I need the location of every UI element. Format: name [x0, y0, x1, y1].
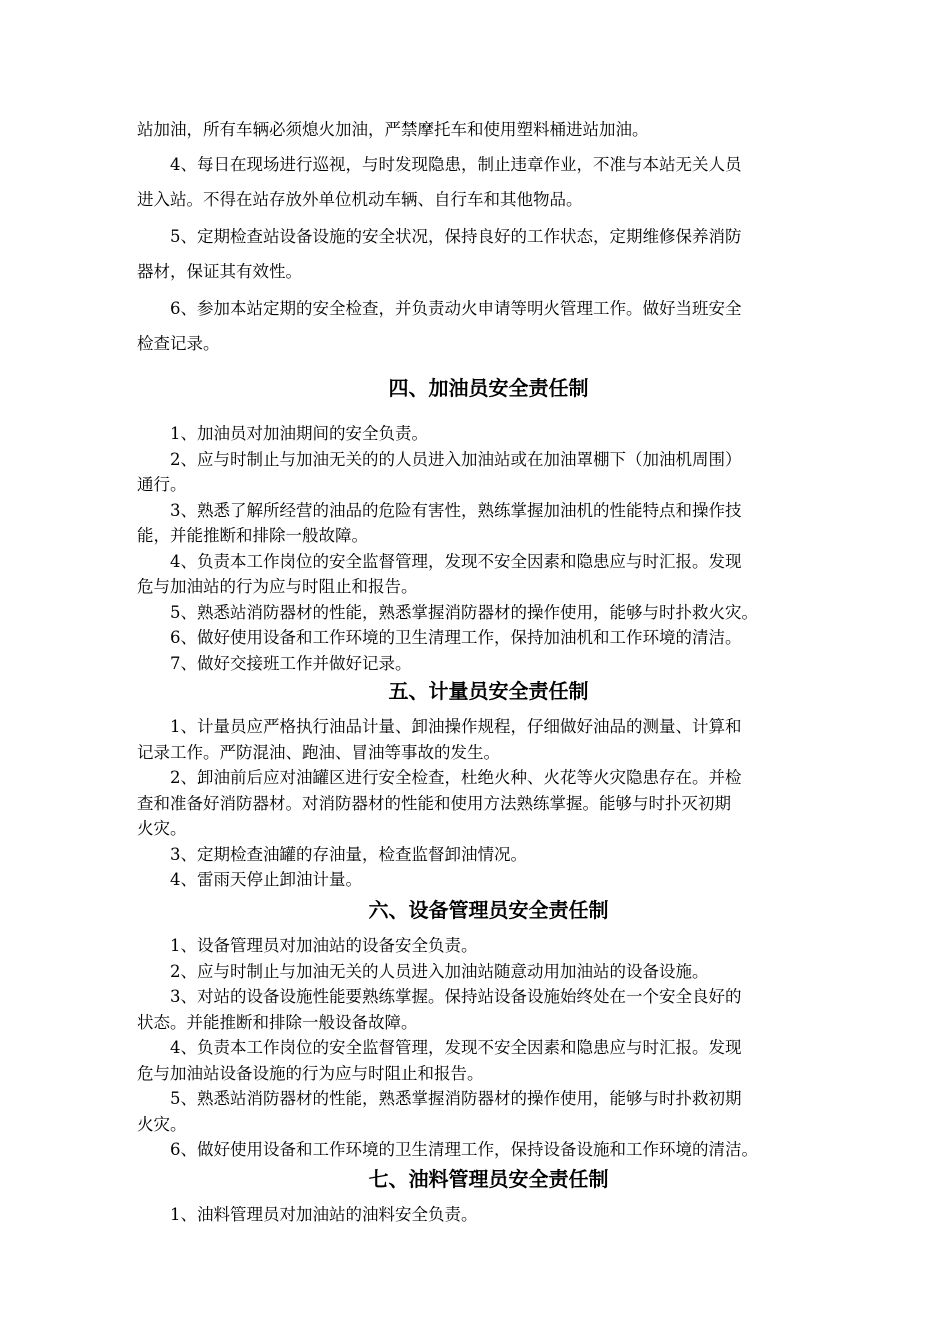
text-line: 1、设备管理员对加油站的设备安全负责。	[170, 936, 478, 955]
text-line: 1、计量员应严格执行油品计量、卸油操作规程，仔细做好油品的测量、计算和	[170, 717, 742, 736]
text-line: 危与加油站的行为应与时阻止和报告。	[137, 577, 418, 596]
paragraph-item-6	[137, 291, 840, 361]
section-body	[137, 421, 840, 676]
text-line: 4、雷雨天停止卸油计量。	[170, 870, 362, 889]
section-heading: 六、设备管理员安全责任制	[368, 898, 609, 922]
section-body	[137, 933, 840, 1163]
text-line: 通行。	[137, 475, 187, 494]
text-line: 危与加油站设备设施的行为应与时阻止和报告。	[137, 1063, 484, 1083]
text-line: 器材，保证其有效性。	[137, 262, 302, 281]
text-line: 6、参加本站定期的安全检查，并负责动火申请等明火管理工作。做好当班安全	[170, 299, 742, 318]
section-body	[137, 1202, 840, 1228]
text-line: 6、做好使用设备和工作环境的卫生清理工作，保持加油机和工作环境的清洁。	[170, 628, 742, 647]
section-heading: 四、加油员安全责任制	[388, 376, 589, 400]
text-line: 3、定期检查油罐的存油量，检查监督卸油情况。	[170, 844, 527, 864]
text-line: 5、定期检查站设备设施的安全状况，保持良好的工作状态，定期维修保养消防	[170, 227, 742, 246]
text-line: 7、做好交接班工作并做好记录。	[170, 653, 412, 673]
text-line: 3、熟悉了解所经营的油品的危险有害性，熟练掌握加油机的性能特点和操作技	[170, 500, 742, 520]
text-line: 检查记录。	[137, 334, 220, 353]
text-line: 能，并能推断和排除一般故障。	[137, 526, 368, 545]
text-line: 3、对站的设备设施性能要熟练掌握。保持站设备设施始终处在一个安全良好的	[170, 987, 742, 1006]
paragraph-item-4	[137, 147, 840, 217]
text-line: 4、负责本工作岗位的安全监督管理，发现不安全因素和隐患应与时汇报。发现	[170, 551, 742, 571]
text-line: 4、负责本工作岗位的安全监督管理，发现不安全因素和隐患应与时汇报。发现	[170, 1038, 742, 1057]
text-line: 状态。并能推断和排除一般设备故障。	[137, 1012, 418, 1032]
text-line: 2、应与时制止与加油无关的的人员进入加油站或在加油罩棚下（加油机周围）	[170, 449, 742, 469]
text-line: 1、油料管理员对加油站的油料安全负责。	[170, 1205, 478, 1224]
text-line: 火灾。	[137, 1114, 187, 1134]
text-line: 火灾。	[137, 819, 187, 838]
text-line: 记录工作。严防混油、跑油、冒油等事故的发生。	[137, 742, 500, 762]
text-line: 进入站。不得在站存放外单位机动车辆、自行车和其他物品。	[137, 190, 583, 209]
paragraph-continued	[137, 112, 840, 147]
text-line: 2、卸油前后应对油罐区进行安全检查，杜绝火种、火花等火灾隐患存在。并检	[170, 768, 742, 787]
text-line: 5、熟悉站消防器材的性能，熟悉掌握消防器材的操作使用，能够与时扑救初期	[170, 1089, 742, 1108]
text-line: 1、加油员对加油期间的安全负责。	[170, 424, 428, 443]
text-line: 5、熟悉站消防器材的性能，熟悉掌握消防器材的操作使用，能够与时扑救火灾。	[170, 602, 758, 622]
section-body	[137, 714, 840, 893]
section-heading: 五、计量员安全责任制	[388, 679, 589, 703]
text-line: 查和准备好消防器材。对消防器材的性能和使用方法熟练掌握。能够与时扑灭初期	[137, 793, 731, 813]
text-line: 6、做好使用设备和工作环境的卫生清理工作，保持设备设施和工作环境的清洁。	[170, 1140, 758, 1159]
paragraph-item-5	[137, 219, 840, 289]
text-line: 2、应与时制止与加油无关的人员进入加油站随意动用加油站的设备设施。	[170, 961, 709, 981]
section-heading: 七、油料管理员安全责任制	[368, 1167, 609, 1191]
text-line: 站加油，所有车辆必须熄火加油，严禁摩托车和使用塑料桶进站加油。	[137, 120, 649, 139]
text-line: 4、每日在现场进行巡视，与时发现隐患，制止违章作业，不准与本站无关人员	[170, 155, 742, 174]
